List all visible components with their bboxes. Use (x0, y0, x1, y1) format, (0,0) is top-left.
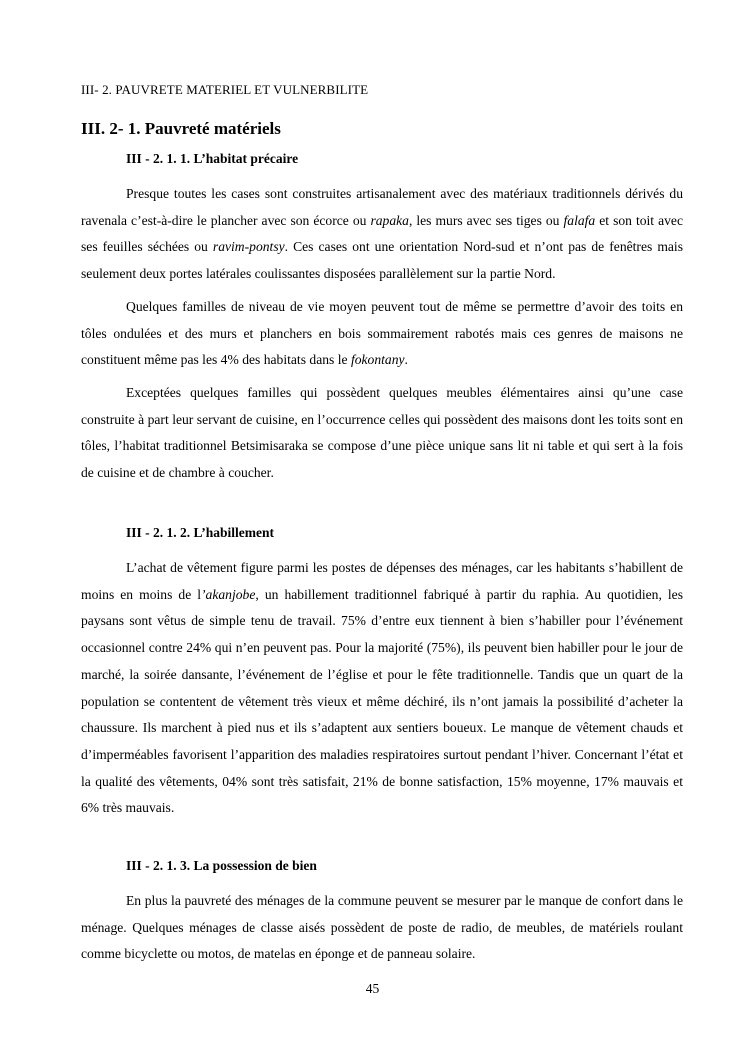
paragraph: L’achat de vêtement figure parmi les postes de dépenses des ménages, car les habitants s’habillent de moins en moins de l’akanjobe, un habillement traditionnel fabriqué à partir du raphia. Au quotidien, les paysans sont vêtus de simple tenu de travail. 75% d’entre eux tiennent à bien s’habiller pour l’événement occasionnel contre 24% qui n’en peuvent pas. Pour la majorité (75%), ils peuvent bien habiller pour le jour de marché, la soirée dansante, l’événement de l’église et pour le fête traditionnelle. Tandis que un quart de la population se contentent de vêtement très vieux et même déchiré, ils n’ont jamais la possibilité d’acheter la chaussure. Ils marchent à pied nus et ils s’adaptent aux sentiers boueux. Le manque de vêtement chauds et d’imperméables favorisent l’apparition des maladies respiratoires surtout pendant l’hiver. Concernant l’état et la qualité des vêtements, 04% sont très satisfait, 21% de bonne satisfaction, 15% moyenne, 17% mauvais et 6% très mauvais. (81, 560, 683, 816)
paragraph: Exceptées quelques familles qui possèdent quelques meubles élémentaires ainsi qu’une case construite à part leur servant de cuisine, en l’occurrence celles qui possèdent des maisons dont les toits sont en tôles, l’habitat traditionnel Betsimisaraka se compose d’une pièce unique sans lit ni table et qui sert à la fois de cuisine et de chambre à coucher. (81, 384, 683, 481)
section-title: III. 2- 1. Pauvreté matériels (81, 119, 281, 138)
subsection-heading: III - 2. 1. 2. L’habillement (126, 525, 275, 540)
running-head: III- 2. PAUVRETE MATERIEL ET VULNERBILITE (81, 82, 369, 97)
paragraph: Presque toutes les cases sont construites artisanalement avec des matériaux traditionnels dérivés du ravenala c’est-à-dire le plancher avec son écorce ou rapaka, les murs avec ses tiges ou falafa et son toit avec ses feuilles séchées ou ravim-pontsy. Ces cases ont une orientation Nord-sud et n’ont pas de fenêtres mais seulement deux portes latérales coulissantes disposées parallèlement sur la partie Nord. (81, 186, 683, 282)
subsection-heading: III - 2. 1. 3. La possession de bien (126, 858, 317, 873)
subsection-habillement (81, 520, 683, 822)
subsection-possession (81, 853, 683, 968)
subsection-habitat (81, 146, 683, 487)
paragraph: En plus la pauvreté des ménages de la commune peuvent se mesurer par le manque de confort dans le ménage. Quelques ménages de classe aisés possèdent de poste de radio, de meubles, de matériels roulant comme bicyclette ou motos, de matelas en éponge et de panneau solaire. (81, 893, 683, 962)
page-number: 45 (365, 981, 380, 996)
subsection-heading: III - 2. 1. 1. L’habitat précaire (126, 151, 299, 166)
paragraph: Quelques familles de niveau de vie moyen peuvent tout de même se permettre d’avoir des toits en tôles ondulées et des murs et planchers en bois sommairement rabotés mais ces genres de maisons ne constituent même pas les 4% des habitats dans le fokontany. (81, 298, 683, 368)
